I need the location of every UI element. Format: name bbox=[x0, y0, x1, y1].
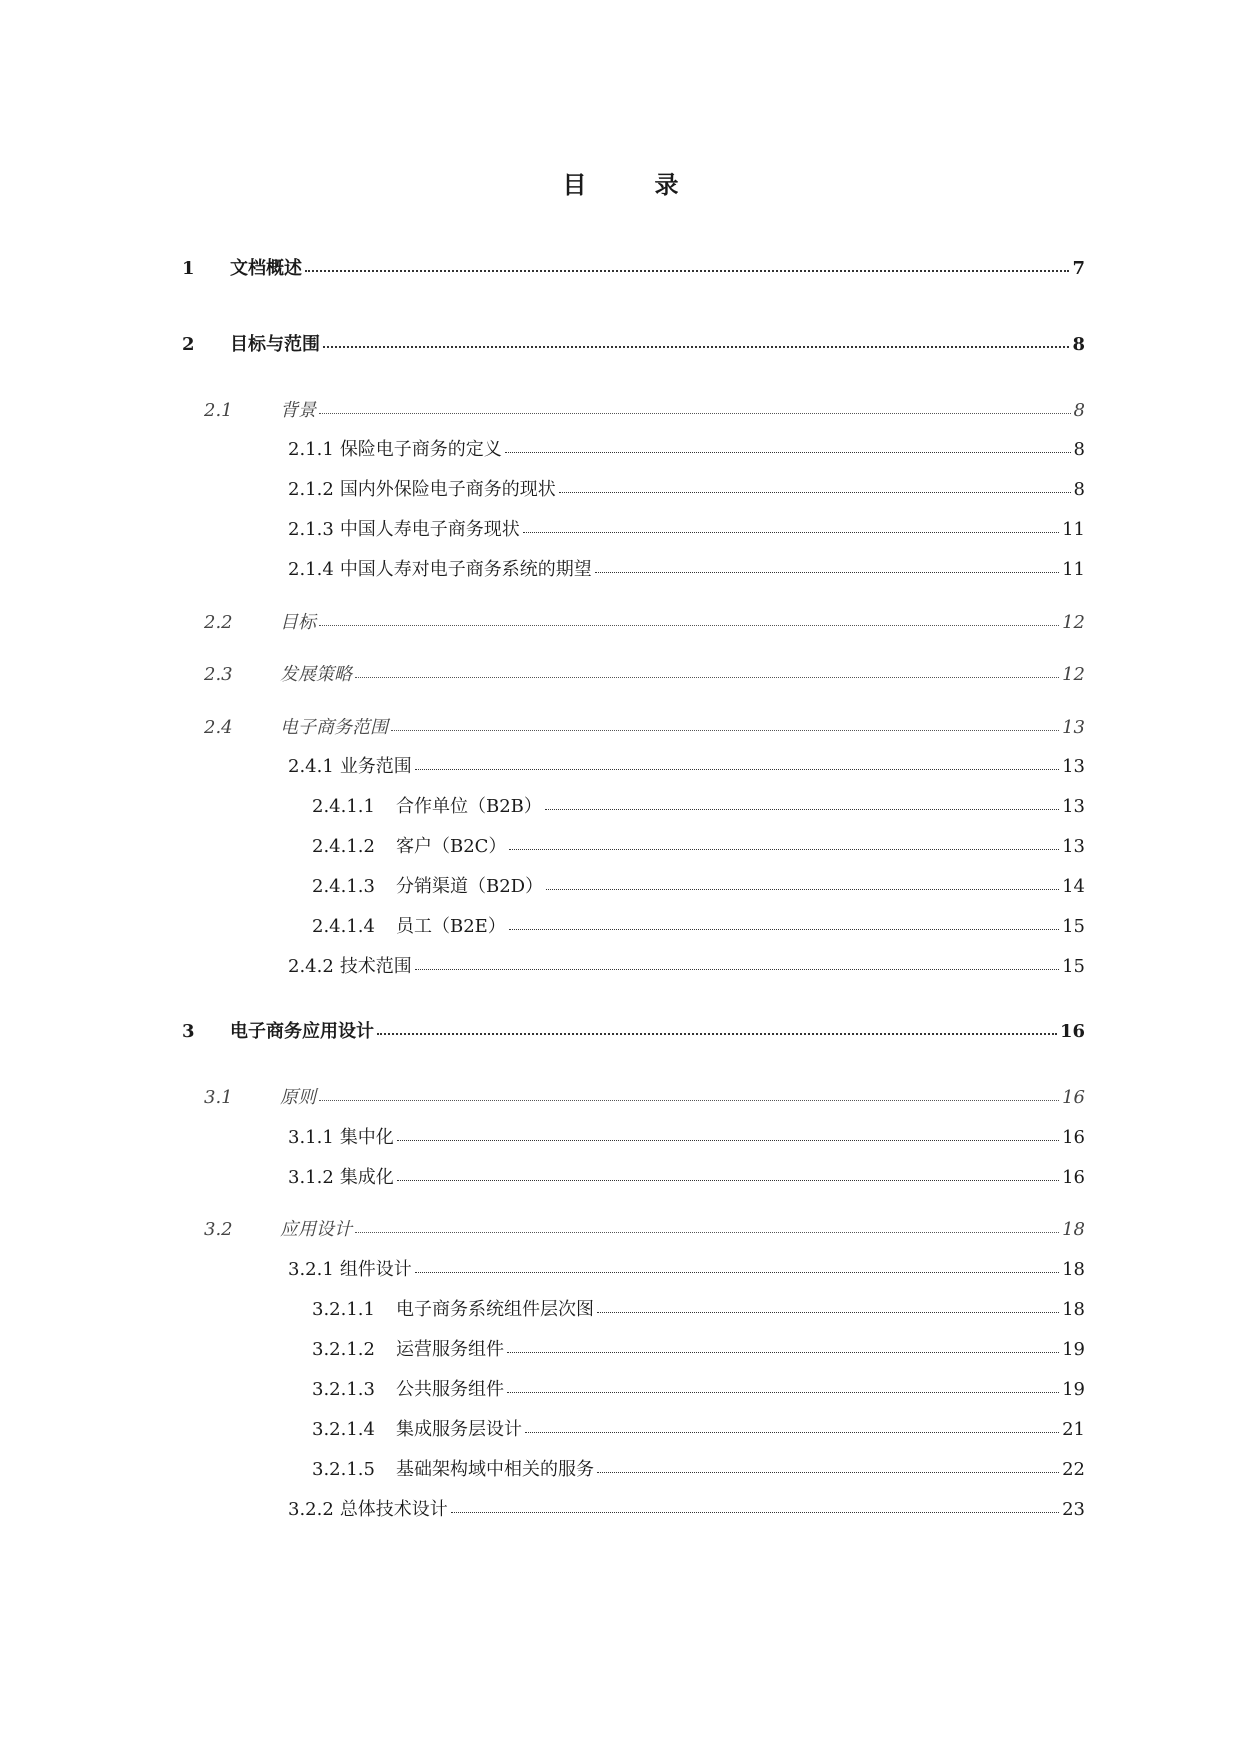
toc-entry-2-1-2[interactable] bbox=[0, 479, 1241, 501]
toc-entry-page: 15 bbox=[1062, 916, 1085, 937]
toc-entry-3-2-1-3[interactable] bbox=[0, 1379, 1241, 1401]
toc-entry-number: 2.2 bbox=[204, 612, 233, 633]
toc-entry-2-2[interactable] bbox=[0, 612, 1241, 634]
toc-entry-page: 12 bbox=[1062, 612, 1085, 633]
toc-entry-page: 7 bbox=[1072, 258, 1085, 279]
toc-entry-page: 18 bbox=[1062, 1219, 1085, 1240]
toc-entry-title: 应用设计 bbox=[280, 1219, 352, 1240]
dot-leader bbox=[597, 1312, 1059, 1313]
dot-leader bbox=[377, 1033, 1057, 1035]
toc-entry-title: 集中化 bbox=[339, 1127, 394, 1148]
page-title-char: 目 bbox=[562, 170, 587, 199]
toc-entry-number: 3.2.2 bbox=[288, 1499, 334, 1520]
toc-entry-number: 3.2.1 bbox=[288, 1259, 334, 1280]
toc-entry-title: 文档概述 bbox=[230, 258, 302, 279]
toc-entry-number: 3.2.1.1 bbox=[312, 1299, 375, 1320]
toc-entry-page: 11 bbox=[1062, 559, 1085, 580]
toc-entry-page: 8 bbox=[1073, 479, 1085, 500]
dot-leader bbox=[597, 1472, 1059, 1473]
toc-entry-number: 2.1.3 bbox=[288, 519, 334, 540]
toc-entry-title: 员工（B2E） bbox=[396, 916, 506, 937]
toc-entry-title: 集成服务层设计 bbox=[396, 1419, 522, 1440]
toc-entry-title: 中国人寿电子商务现状 bbox=[339, 519, 520, 540]
toc-entry-page: 19 bbox=[1062, 1379, 1085, 1400]
toc-entry-page: 8 bbox=[1073, 400, 1085, 421]
toc-entry-page: 13 bbox=[1062, 836, 1085, 857]
toc-entry-title: 发展策略 bbox=[280, 664, 352, 685]
dot-leader bbox=[319, 1100, 1059, 1101]
toc-entry-number: 3.2 bbox=[204, 1219, 233, 1240]
toc-entry-number: 2.4.2 bbox=[288, 956, 334, 977]
toc-entry-3-1[interactable] bbox=[0, 1087, 1241, 1109]
dot-leader bbox=[595, 572, 1059, 573]
dot-leader bbox=[451, 1512, 1059, 1513]
toc-entry-number: 2.4.1.1 bbox=[312, 796, 375, 817]
toc-entry-title: 技术范围 bbox=[339, 956, 412, 977]
toc-entry-number: 2.4.1.2 bbox=[312, 836, 375, 857]
toc-entry-3-1-2[interactable] bbox=[0, 1167, 1241, 1189]
toc-entry-number: 2.1.2 bbox=[288, 479, 334, 500]
toc-entry-2-4-1-2[interactable] bbox=[0, 836, 1241, 858]
dot-leader bbox=[559, 492, 1071, 493]
toc-entry-page: 18 bbox=[1062, 1299, 1085, 1320]
dot-leader bbox=[355, 1232, 1059, 1233]
toc-entry-title: 背景 bbox=[280, 400, 316, 421]
toc-entry-number: 3.1.2 bbox=[288, 1167, 334, 1188]
toc-entry-page: 18 bbox=[1062, 1259, 1085, 1280]
toc-entry-page: 16 bbox=[1062, 1167, 1085, 1188]
toc-entry-title: 中国人寿对电子商务系统的期望 bbox=[339, 559, 592, 580]
toc-entry-title: 业务范围 bbox=[339, 756, 412, 777]
toc-entry-2-4-1[interactable] bbox=[0, 756, 1241, 778]
dot-leader bbox=[523, 532, 1059, 533]
dot-leader bbox=[415, 1272, 1059, 1273]
page-title-char: 录 bbox=[654, 170, 679, 199]
toc-entry-title: 公共服务组件 bbox=[396, 1379, 504, 1400]
toc-entry-title: 分销渠道（B2D） bbox=[396, 876, 544, 897]
toc-entry-number: 2.1.1 bbox=[288, 439, 334, 460]
dot-leader bbox=[415, 769, 1059, 770]
toc-entry-title: 电子商务应用设计 bbox=[230, 1021, 374, 1042]
toc-entry-3-1-1[interactable] bbox=[0, 1127, 1241, 1149]
toc-entry-title: 保险电子商务的定义 bbox=[339, 439, 502, 460]
toc-entry-2-1-4[interactable] bbox=[0, 559, 1241, 581]
toc-entry-page: 16 bbox=[1062, 1127, 1085, 1148]
toc-entry-page: 16 bbox=[1062, 1087, 1085, 1108]
toc-entry-page: 21 bbox=[1062, 1419, 1085, 1440]
dot-leader bbox=[319, 413, 1071, 414]
toc-entry-number: 3.1 bbox=[204, 1087, 233, 1108]
toc-entry-title: 电子商务范围 bbox=[280, 717, 388, 738]
toc-entry-page: 11 bbox=[1062, 519, 1085, 540]
toc-entry-number: 3.2.1.5 bbox=[312, 1459, 375, 1480]
dot-leader bbox=[509, 849, 1059, 850]
toc-entry-title: 运营服务组件 bbox=[396, 1339, 504, 1360]
toc-entry-number: 2.3 bbox=[204, 664, 233, 685]
toc-entry-2-4-1-3[interactable] bbox=[0, 876, 1241, 898]
toc-entry-2-4[interactable] bbox=[0, 717, 1241, 739]
toc-entry-3-2[interactable] bbox=[0, 1219, 1241, 1241]
toc-entry-number: 1 bbox=[182, 258, 195, 279]
toc-entry-page: 23 bbox=[1062, 1499, 1085, 1520]
toc-entry-number: 2.4 bbox=[204, 717, 233, 738]
toc-entry-2-4-1-1[interactable] bbox=[0, 796, 1241, 818]
toc-entry-page: 19 bbox=[1062, 1339, 1085, 1360]
page-title bbox=[0, 170, 1241, 200]
toc-entry-title: 目标 bbox=[280, 612, 316, 633]
toc-entry-3-2-2[interactable] bbox=[0, 1499, 1241, 1521]
toc-entry-2-3[interactable] bbox=[0, 664, 1241, 686]
toc-entry-3-2-1-2[interactable] bbox=[0, 1339, 1241, 1361]
toc-entry-number: 3.2.1.3 bbox=[312, 1379, 375, 1400]
toc-entry-title: 组件设计 bbox=[339, 1259, 412, 1280]
toc-entry-number: 3.2.1.4 bbox=[312, 1419, 375, 1440]
toc-entry-2[interactable] bbox=[0, 334, 1241, 356]
toc-entry-page: 15 bbox=[1062, 956, 1085, 977]
toc-entry-title: 总体技术设计 bbox=[339, 1499, 448, 1520]
toc-entry-page: 16 bbox=[1059, 1021, 1085, 1042]
toc-entry-page: 8 bbox=[1073, 439, 1085, 460]
toc-entry-3-2-1-5[interactable] bbox=[0, 1459, 1241, 1481]
dot-leader bbox=[305, 270, 1069, 272]
dot-leader bbox=[545, 809, 1059, 810]
dot-leader bbox=[415, 969, 1059, 970]
toc-entry-page: 22 bbox=[1062, 1459, 1085, 1480]
toc-entry-page: 8 bbox=[1072, 334, 1085, 355]
dot-leader bbox=[509, 929, 1059, 930]
toc-entry-3-2-1-1[interactable] bbox=[0, 1299, 1241, 1321]
dot-leader bbox=[391, 730, 1059, 731]
toc-entry-number: 3 bbox=[182, 1021, 195, 1042]
dot-leader bbox=[507, 1392, 1059, 1393]
dot-leader bbox=[319, 625, 1059, 626]
toc-entry-2-1[interactable] bbox=[0, 400, 1241, 422]
dot-leader bbox=[507, 1352, 1059, 1353]
toc-entry-3-2-1-4[interactable] bbox=[0, 1419, 1241, 1441]
dot-leader bbox=[355, 677, 1059, 678]
toc-entry-3[interactable] bbox=[0, 1021, 1241, 1043]
toc-entry-number: 2.1 bbox=[204, 400, 233, 421]
toc-entry-number: 3.1.1 bbox=[288, 1127, 334, 1148]
toc-entry-number: 2 bbox=[182, 334, 195, 355]
dot-leader bbox=[397, 1180, 1059, 1181]
toc-entry-2-1-3[interactable] bbox=[0, 519, 1241, 541]
toc-entry-title: 客户（B2C） bbox=[396, 836, 507, 857]
toc-entry-title: 合作单位（B2B） bbox=[396, 796, 542, 817]
toc-entry-page: 13 bbox=[1062, 756, 1085, 777]
toc-entry-page: 14 bbox=[1062, 876, 1085, 897]
dot-leader bbox=[505, 452, 1071, 453]
toc-entry-page: 13 bbox=[1062, 796, 1085, 817]
toc-entry-2-4-2[interactable] bbox=[0, 956, 1241, 978]
toc-entry-number: 2.4.1.4 bbox=[312, 916, 375, 937]
toc-entry-number: 2.1.4 bbox=[288, 559, 334, 580]
toc-entry-title: 集成化 bbox=[339, 1167, 394, 1188]
toc-entry-title: 目标与范围 bbox=[230, 334, 320, 355]
toc-entry-title: 国内外保险电子商务的现状 bbox=[339, 479, 556, 500]
toc-entry-page: 12 bbox=[1062, 664, 1085, 685]
toc-entry-2-4-1-4[interactable] bbox=[0, 916, 1241, 938]
dot-leader bbox=[525, 1432, 1059, 1433]
dot-leader bbox=[323, 346, 1069, 348]
dot-leader bbox=[546, 889, 1059, 890]
toc-entry-2-1-1[interactable] bbox=[0, 439, 1241, 461]
toc-entry-number: 2.4.1.3 bbox=[312, 876, 375, 897]
toc-entry-1[interactable] bbox=[0, 258, 1241, 280]
toc-entry-title: 原则 bbox=[280, 1087, 316, 1108]
dot-leader bbox=[397, 1140, 1059, 1141]
toc-entry-title: 基础架构域中相关的服务 bbox=[396, 1459, 594, 1480]
toc-entry-3-2-1[interactable] bbox=[0, 1259, 1241, 1281]
toc-entry-title: 电子商务系统组件层次图 bbox=[396, 1299, 594, 1320]
toc-entry-number: 2.4.1 bbox=[288, 756, 334, 777]
toc-entry-number: 3.2.1.2 bbox=[312, 1339, 375, 1360]
toc-entry-page: 13 bbox=[1062, 717, 1085, 738]
